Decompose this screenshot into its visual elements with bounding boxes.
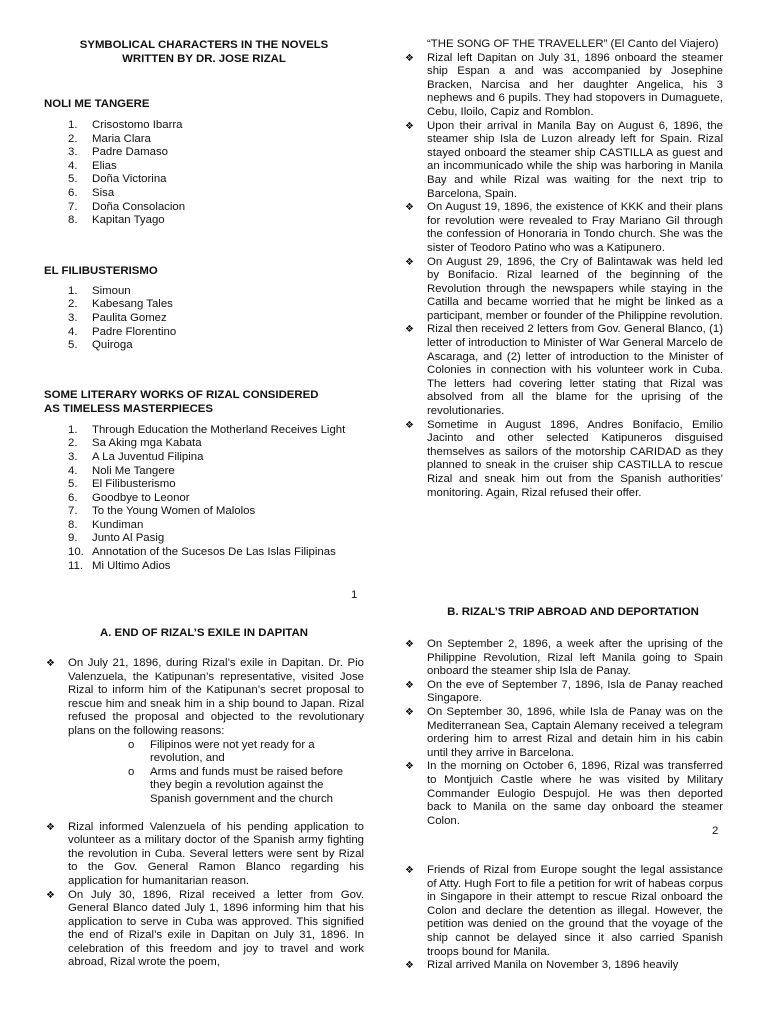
- right-top-bullets: [403, 52, 723, 501]
- diamond-bullet-icon: ❖: [46, 821, 55, 833]
- section-b-bullets: [403, 638, 723, 828]
- noli-heading: NOLI ME TANGERE: [44, 98, 150, 110]
- item-text: Simoun: [92, 284, 131, 297]
- list-item: [44, 160, 364, 174]
- left-column: [44, 38, 364, 573]
- item-text: Doña Consolacion: [92, 200, 186, 213]
- item-text: Noli Me Tangere: [92, 464, 175, 477]
- bullet-text: On September 30, 1896, while Isla de Panay was on the Mediterranean Sea, Captain Alemany received a telegram ordering him to arrest Rizal and detain him in his cabin until they arrive in Barcelona.: [427, 705, 723, 759]
- bullet-item: [403, 638, 723, 679]
- diamond-bullet-icon: ❖: [405, 679, 414, 691]
- section-a-bullet-2-text: Rizal informed Valenzuela of his pending application to volunteer as a military doctor of the Spanish army fighting the revolution in Cuba. Several letters were sent by Rizal to the Gov. General Ramon Blanco regarding his application for humanitarian reason.: [68, 820, 364, 887]
- list-item: [44, 505, 364, 519]
- literary-works-list: [44, 424, 364, 574]
- section-b-body: [403, 638, 723, 828]
- item-text: Padre Damaso: [92, 146, 168, 159]
- item-number: 5.: [68, 173, 78, 186]
- item-text: Doña Victorina: [92, 173, 167, 186]
- poem-title-continuation: “THE SONG OF THE TRAVELLER” (El Canto del Viajero): [427, 38, 719, 50]
- list-item: [44, 478, 364, 492]
- item-number: 3.: [68, 311, 78, 324]
- bullet-item: [403, 323, 723, 418]
- diamond-bullet-icon: ❖: [405, 120, 414, 132]
- bullet-item: [403, 706, 723, 760]
- item-number: 8.: [68, 518, 78, 531]
- list-item: [44, 298, 364, 312]
- item-number: 1.: [68, 119, 78, 131]
- item-number: 2.: [68, 132, 78, 145]
- item-number: 4.: [68, 464, 78, 477]
- diamond-bullet-icon: ❖: [405, 324, 414, 336]
- bullet-text: On August 19, 1896, the existence of KKK and their plans for revolution were revealed to Fray Mariano Gil through the confession of Honoraria in Tondo church. She was the sister of Teodoro Patino who was a Katipunero.: [427, 201, 723, 254]
- item-text: Through Education the Motherland Receives Light: [92, 423, 346, 436]
- bullet-text: Rizal arrived Manila on November 3, 1896 heavily: [427, 959, 679, 972]
- item-text: Maria Clara: [92, 132, 151, 145]
- list-item: [44, 465, 364, 479]
- item-number: 6.: [68, 491, 78, 504]
- list-item: [44, 312, 364, 326]
- list-item: [44, 437, 364, 451]
- item-text: Sa Aking mga Kabata: [92, 437, 202, 450]
- diamond-bullet-icon: ❖: [405, 865, 414, 876]
- item-number: 4.: [68, 159, 78, 172]
- item-text: Kundiman: [92, 518, 144, 531]
- item-text: To the Young Women of Malolos: [92, 505, 256, 518]
- list-item: [44, 560, 364, 574]
- circle-bullet-icon: o: [128, 765, 135, 778]
- item-number: 4.: [68, 325, 78, 338]
- bullet-text: Rizal then received 2 letters from Gov. General Blanco, (1) letter of introduction to Minister of War General Marcelo de Ascaraga, and (2) letter of introduction to the Minister of Colonies in connection with his volunteer work in Cuba. The letters had covering letter stating that Rizal was absolved from all the blame for the uprising of the revolutionaries.: [427, 323, 723, 418]
- works-heading-line-1: SOME LITERARY WORKS OF RIZAL CONSIDERED: [44, 388, 319, 401]
- diamond-bullet-icon: ❖: [405, 960, 414, 972]
- bullet-text: On the eve of September 7, 1896, Isla de Panay reached Singapore.: [427, 678, 723, 705]
- list-item: [44, 285, 364, 299]
- section-a-bullet: [44, 657, 364, 739]
- item-text: Sisa: [92, 186, 115, 199]
- section-a-heading: A. END OF RIZAL’S EXILE IN DAPITAN: [100, 627, 308, 639]
- bullet-text: Sometime in August 1896, Andres Bonifacio, Emilio Jacinto and other selected Katipuneros disguised themselves as sailors of the motorship CARIDAD as they planned to sneak in the cruiser ship CASTILLA to rescue Rizal and sneak him out from the Spanish authorities’ monitoring. Again, Rizal refused their offer.: [427, 418, 723, 499]
- fili-heading: EL FILIBUSTERISMO: [44, 264, 158, 277]
- item-number: 10.: [68, 546, 84, 559]
- right-column: [403, 38, 723, 500]
- list-item: [44, 173, 364, 187]
- noli-character-list: [44, 119, 364, 228]
- item-text: Mi Ultimo Adios: [92, 559, 171, 572]
- title-line-1: SYMBOLICAL CHARACTERS IN THE NOVELS: [79, 39, 329, 51]
- item-text: Padre Florentino: [92, 325, 177, 338]
- works-heading: [44, 388, 364, 416]
- item-text: Kapitan Tyago: [92, 214, 165, 227]
- page-number-1: 1: [351, 589, 358, 601]
- list-item: [44, 146, 364, 160]
- list-item: [44, 492, 364, 506]
- bullet-text: Friends of Rizal from Europe sought the legal assistance of Atty. Hugh Fort to file a petition for writ of habeas corpus in Singapore in their attempt to rescue Rizal onboard the Colon and declare the detention as illegal. However, the petition was denied on the ground that the voyage of the ship cannot be delayed since it also carried Spanish troops bound for Manila.: [427, 864, 723, 958]
- list-item: [44, 424, 364, 438]
- item-text: Crisostomo Ibarra: [92, 119, 183, 131]
- item-number: 11.: [68, 559, 83, 572]
- bullet-item: [403, 120, 723, 202]
- diamond-bullet-icon: ❖: [405, 761, 414, 773]
- item-number: 7.: [68, 200, 78, 213]
- bullet-item: [403, 864, 723, 959]
- item-number: 1.: [68, 284, 78, 297]
- list-item: [44, 119, 364, 133]
- bullet-item: [403, 959, 723, 973]
- bullet-text: On August 29, 1896, the Cry of Balintawak was held led by Bonifacio. Rizal learned of the beginning of the Revolution through the newspapers while staying in the Catilla and became worried that he might be linked as a participant, member or founder of the Philippine revolution.: [427, 255, 723, 322]
- works-heading-line-2: AS TIMELESS MASTERPIECES: [44, 402, 213, 415]
- section-a-bullet-1-text: On July 21, 1896, during Rizal’s exile in Dapitan. Dr. Pio Valenzuela, the Katipunan’s representative, visited Jose Rizal to inform him of the Katipunan’s secret proposal to rescue him and sneak him in a ship bound to Japan. Rizal refused the proposal and objected to the revolutionary plans on the following reasons:: [68, 657, 364, 737]
- item-text: Quiroga: [92, 339, 133, 352]
- diamond-bullet-icon: ❖: [405, 639, 414, 650]
- item-number: 3.: [68, 146, 78, 159]
- bullet-text: In the morning on October 6, 1896, Rizal was transferred to Montjuich Castle where he was visited by Military Commander Eulogio Despujol. He was then deported back to Manila on the same day onboard the steamer Colon.: [427, 760, 723, 827]
- bullet-text: On September 2, 1896, a week after the uprising of the Philippine Revolution, Rizal left Manila going to Spain onboard the steamer ship Isla de Panay.: [427, 638, 723, 678]
- item-number: 5.: [68, 478, 78, 491]
- section-a-bullet: [44, 821, 364, 889]
- bullet-text: Rizal left Dapitan on July 31, 1896 onboard the steamer ship Espan a and was accompanied by Josephine Bracken, Narcisa and her daughter Angelica, his 3 nephews and 6 pupils. They had stopovers in Dumaguete, Cebu, Iloilo, Capiz and Romblon.: [427, 51, 723, 118]
- diamond-bullet-icon: ❖: [46, 889, 55, 901]
- list-item: [44, 214, 364, 228]
- bullet-item: [403, 419, 723, 501]
- list-item: [44, 532, 364, 546]
- section-b-after-bullets: [403, 864, 723, 973]
- reason-1-text: Filipinos were not yet ready for a revolution, and: [150, 738, 315, 765]
- bullet-item: [403, 256, 723, 324]
- diamond-bullet-icon: ❖: [405, 52, 414, 64]
- item-text: A La Juventud Filipina: [92, 450, 204, 463]
- item-text: Junto Al Pasig: [92, 532, 165, 545]
- list-item: [44, 339, 364, 353]
- section-b-continued: [403, 864, 723, 973]
- bullet-item: [403, 201, 723, 255]
- section-a-body: [44, 657, 364, 970]
- list-item: [44, 133, 364, 147]
- diamond-bullet-icon: ❖: [405, 202, 414, 214]
- list-item: [44, 187, 364, 201]
- item-text: Elias: [92, 159, 117, 172]
- item-number: 5.: [68, 339, 78, 352]
- reason-item: [128, 739, 364, 766]
- fili-character-list: [44, 285, 364, 353]
- section-a-bullet: [44, 889, 364, 971]
- reasons-list: [128, 739, 364, 807]
- item-number: 2.: [68, 298, 78, 311]
- item-text: El Filibusterismo: [92, 478, 176, 491]
- item-text: Goodbye to Leonor: [92, 491, 190, 504]
- document-title: [44, 38, 364, 66]
- list-item: [44, 326, 364, 340]
- list-item: [44, 451, 364, 465]
- bullet-item: [403, 760, 723, 828]
- item-number: 3.: [68, 450, 78, 463]
- diamond-bullet-icon: ❖: [405, 256, 414, 268]
- bullet-item: [403, 679, 723, 706]
- section-a-bullet-3-text: On July 30, 1896, Rizal received a letter from Gov. General Blanco dated July 1, 1896 informing him that his application to serve in Cuba was approved. This signified the end of Rizal’s exile in Dapitan on July 31, 1896. In celebration of this freedom and joy to travel and work abroad, Rizal wrote the poem,: [68, 888, 364, 969]
- item-text: Kabesang Tales: [92, 298, 173, 311]
- circle-bullet-icon: o: [128, 738, 135, 751]
- item-text: Paulita Gomez: [92, 311, 167, 324]
- title-line-2: WRITTEN BY DR. JOSE RIZAL: [122, 53, 286, 65]
- item-number: 1.: [68, 423, 78, 436]
- reason-item: [128, 766, 364, 807]
- diamond-bullet-icon: ❖: [405, 706, 414, 718]
- item-text: Annotation of the Sucesos De Las Islas Filipinas: [92, 546, 336, 559]
- item-number: 7.: [68, 505, 78, 518]
- list-item: [44, 546, 364, 560]
- reason-2-text: Arms and funds must be raised before they begin a revolution against the Spanish government and the church: [150, 765, 344, 805]
- page-number-2: 2: [712, 825, 719, 837]
- bullet-item: [403, 52, 723, 120]
- diamond-bullet-icon: ❖: [405, 419, 414, 431]
- list-item: [44, 519, 364, 533]
- diamond-bullet-icon: ❖: [46, 658, 55, 669]
- list-item: [44, 201, 364, 215]
- item-number: 6.: [68, 186, 78, 199]
- item-number: 2.: [68, 437, 78, 450]
- section-b-heading: B. RIZAL’S TRIP ABROAD AND DEPORTATION: [447, 606, 699, 618]
- item-number: 9.: [68, 532, 78, 545]
- item-number: 8.: [68, 214, 78, 227]
- bullet-text: Upon their arrival in Manila Bay on August 6, 1896, the steamer ship Isla de Luzon already left for Spain. Rizal stayed onboard the steamer ship CASTILLA as guest and an incommunicado while the ship was harboring in Manila Bay and while Rizal was waiting for the next trip to Barcelona, Spain.: [427, 119, 723, 200]
